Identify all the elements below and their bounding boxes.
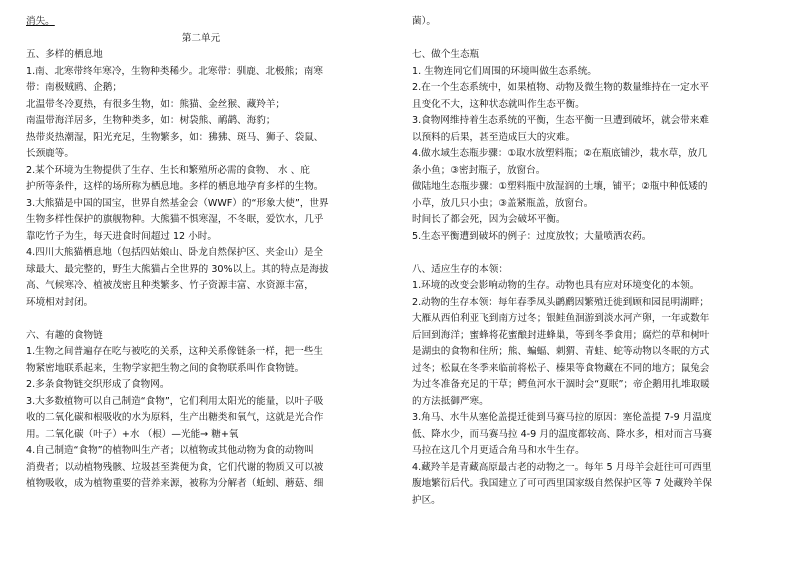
s5-line: 环境相对封闭。	[26, 296, 94, 308]
s7-line: 3.食物网维持着生态系统的平衡，生态平衡一旦遭到破坏，就会带来难	[412, 115, 709, 126]
s5-line: 北温带冬冷夏热，有很多生物，如：熊猫、金丝猴、藏羚羊；	[26, 98, 286, 110]
s5-line: 4.四川大熊猫栖息地（包括四姑娘山、卧龙自然保护区、夹金山）是全	[26, 247, 323, 258]
left-top-tail: 消失。	[26, 16, 55, 27]
s6-line: 物紧密地联系起来，生物学家把生物之间的食物联系叫作食物链。	[26, 362, 305, 374]
s5-line: 热带炎热潮湿，阳光充足，生物繁多，如：狒狒、斑马、狮子、袋鼠、	[26, 131, 324, 143]
s6-line: 用。二氧化碳（叶子）+水 （根）—光能→ 糖+氧	[26, 428, 239, 440]
s7-line: 条小鱼；③密封瓶子，放窗台。	[412, 164, 546, 176]
s5-line: 3.大熊猫是中国的国宝，世界自然基金会（WWF）的“形象大使”，世界	[26, 197, 329, 209]
s7-line: 5.生态平衡遭到破坏的例子：过度放牧；大量喷洒农药。	[412, 230, 652, 242]
spacer	[412, 31, 772, 48]
right-top-tail: 菌）。	[412, 16, 436, 27]
s7-line: 时间长了都会死，因为会破坏平衡。	[412, 214, 566, 225]
unit-title: 第二单元	[181, 32, 221, 44]
s8-line: 腹地繁衍后代。我国建立了可可西里国家级自然保护区等 7 处藏羚羊保	[412, 478, 713, 489]
s8-line: 1.环境的改变会影响动物的生存。动物也具有应对环境变化的本领。	[412, 280, 700, 291]
s6-line: 3.大多数植物可以自己制造“食物”，它们利用太阳光的能量，以叶子吸	[26, 395, 324, 407]
s5-line: 南温带海洋居多，生物种类多，如：树袋熊、鸸鹋、海豹；	[26, 115, 276, 126]
section6-heading: 六、有趣的食物链	[26, 329, 103, 341]
s7-line: 4.做水域生态瓶步骤：①取水放塑料瓶；②在瓶底铺沙，栽水草，放几	[412, 148, 707, 159]
s8-line: 大雁从西伯利亚飞到南方过冬；银鲑鱼洄游到淡水河产卵，一年或数年	[412, 313, 710, 324]
s5-line: 带：南极贼鸥、企鹅；	[26, 82, 122, 93]
section5-heading: 五、多样的栖息地	[26, 49, 103, 60]
s5-line: 2.某个环境为生物提供了生存、生长和繁殖所必需的食物、 水 、庇	[26, 164, 310, 176]
s7-line: 做陆地生态瓶步骤：①塑料瓶中放湿润的土壤，铺平；②瓶中种低矮的	[412, 181, 708, 192]
left-column	[26, 14, 376, 493]
s5-line: 球最大、最完整的，野生大熊猫占全世界的 30%以上。其的特点是海拔	[26, 263, 329, 275]
s7-line: 1. 生物连同它们周围的环境叫做生态系统。	[412, 65, 597, 77]
s8-line: 3.角马、水牛从塞伦盖提迁徙到马赛马拉的原因：塞伦盖提 7-9 月温度	[412, 412, 712, 423]
s6-line: 消费者；以动植物残骸、垃圾甚至粪便为食，它们代谢的物质又可以被	[26, 461, 324, 473]
s8-line: 低、降水少，而马赛马拉 4-9 月的温度都较高、降水多，相对而言马赛	[412, 428, 712, 440]
s5-line: 1.南、北寒带终年寒冷，生物种类稀少。北寒带：驯鹿、北极熊；南寒	[26, 65, 323, 77]
s6-line: 1.生物之间普遍存在吃与被吃的关系，这种关系像链条一样，把一些生	[26, 346, 323, 357]
s5-line: 高、气候寒冷、植被茂密且种类繁多、竹子资源丰富、水资源丰富，	[26, 280, 314, 291]
s8-line: 为过冬准备充足的干草；鳄鱼河水干涸时会“夏眠”；帝企鹅用扎堆取暖	[412, 379, 710, 390]
s5-line: 长颈鹿等。	[26, 148, 74, 159]
s7-line: 以预料的后果，甚至造成巨大的灾难。	[412, 131, 576, 143]
s8-line: 后回到海洋；蜜蜂将花蜜酿封进蜂巢，等到冬季食用；腐烂的草和树叶	[412, 329, 710, 341]
s8-line: 2.动物的生存本领：每年春季凤头䴙䴘因繁殖迁徙到顾和园昆明湖畔；	[412, 296, 709, 308]
section7-heading: 七、做个生态瓶	[412, 49, 480, 60]
s7-line: 小草，放几只小虫；③盖紧瓶盖，放窗台。	[412, 197, 594, 209]
spacer	[412, 245, 772, 262]
spacer	[26, 311, 376, 328]
s5-line: 生物多样性保护的旗舰物种。大熊猫不惧寒湿，不冬眠，爱饮水，几乎	[26, 214, 324, 225]
s6-line: 4.自己制造“食物”的植物叫生产者；以植物或其他动物为食的动物叫	[26, 445, 314, 456]
s8-line: 的方法抵御严寒。	[412, 395, 489, 407]
right-column	[412, 14, 772, 509]
s5-line: 护所等条件，这样的场所称为栖息地。多样的栖息地孕育多样的生物。	[26, 181, 324, 192]
s8-line: 4.藏羚羊是青藏高原最古老的动物之一。每年 5 月母羊会赶往可可西里	[412, 461, 712, 473]
s8-line: 过冬；松鼠在冬季来临前将松子、榛果等食物藏在不同的地方；鼠兔会	[412, 362, 710, 374]
s7-line: 2.在一个生态系统中，如果植物、动物及微生物的数量维持在一定水平	[412, 82, 709, 93]
s6-line: 植物吸收，成为植物重要的营养来源，被称为分解者（蚯蚓、蘑菇、细	[26, 478, 324, 489]
s7-line: 且变化不大，这种状态就叫作生态平衡。	[412, 98, 585, 110]
s8-line: 马拉在这几个月更适合角马和水牛生存。	[412, 445, 585, 456]
s6-line: 2.多条食物链交织形成了食物网。	[26, 379, 170, 390]
s5-line: 靠吃竹子为生，每天进食时间超过 12 小时。	[26, 230, 217, 242]
s8-line: 是湖虫的食物和住所；熊、蝙蝠、刺猬、青蛙、蛇等动物以冬眠的方式	[412, 346, 710, 357]
s8-line: 护区。	[412, 494, 441, 506]
section8-heading: 八、适应生存的本领：	[412, 263, 508, 275]
s6-line: 收的二氧化碳和根吸收的水为原料，生产出糖类和氧气，这就是光合作	[26, 412, 324, 423]
